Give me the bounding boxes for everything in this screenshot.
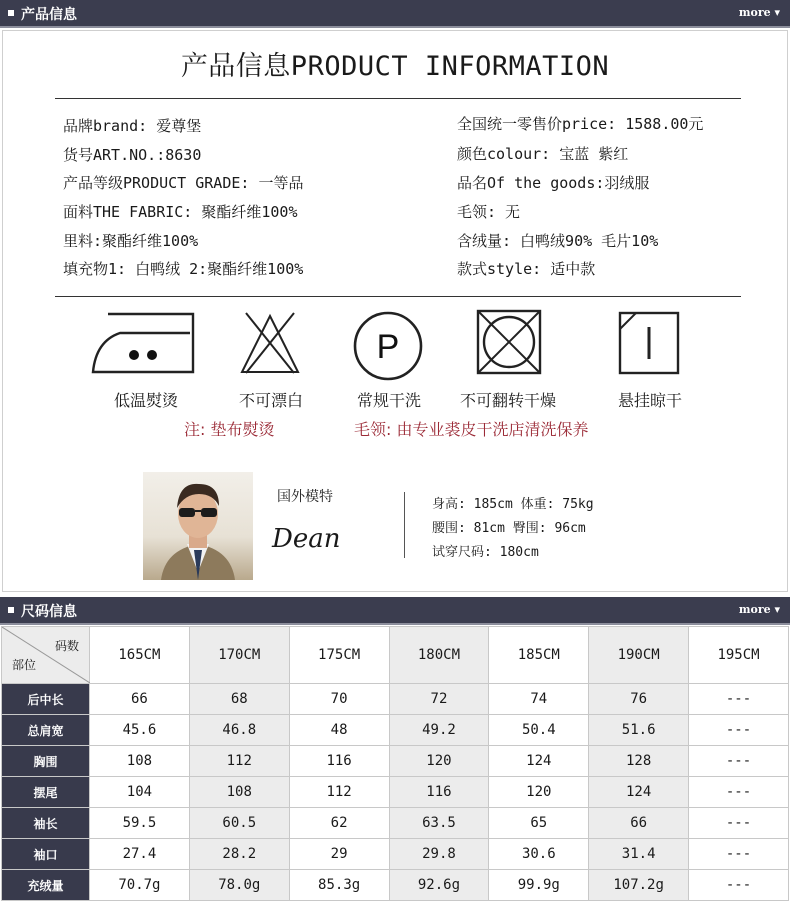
table-cell: ---: [689, 808, 789, 839]
header-title: 产品信息: [8, 4, 77, 24]
table-cell: ---: [689, 777, 789, 808]
table-row: [2, 839, 789, 870]
model-waist-hip: 腰围: 81cm 臀围: 96cm: [432, 521, 586, 536]
hang-dry-icon: [618, 311, 680, 375]
spec-filling: 填充物1: 白鸭绒 2:聚酯纤维100%: [63, 260, 304, 278]
table-cell: 66: [589, 808, 689, 839]
row-label: 总肩宽: [2, 715, 90, 746]
table-cell: 59.5: [90, 808, 190, 839]
table-cell: 104: [90, 777, 190, 808]
table-cell: 107.2g: [589, 870, 689, 901]
size-col-header: 195CM: [689, 627, 789, 684]
table-cell: 50.4: [489, 715, 589, 746]
size-header-title: 尺码信息: [8, 601, 77, 621]
table-cell: 45.6: [90, 715, 190, 746]
table-row: [2, 715, 789, 746]
divider-middle: [55, 296, 741, 297]
table-row: [2, 684, 789, 715]
spec-fabric: 面料THE FABRIC: 聚酯纤维100%: [63, 203, 298, 221]
table-cell: 30.6: [489, 839, 589, 870]
table-cell: 70.7g: [90, 870, 190, 901]
table-cell: 70: [289, 684, 389, 715]
table-cell: 128: [589, 746, 689, 777]
table-row: [2, 870, 789, 901]
svg-text:P: P: [376, 328, 400, 366]
note-fur-collar: 毛领: 由专业裘皮干洗店清洗保养: [354, 420, 589, 439]
model-divider: [404, 492, 405, 558]
table-cell: 92.6g: [389, 870, 489, 901]
table-cell: 74: [489, 684, 589, 715]
row-label: 充绒量: [2, 870, 90, 901]
care-label-hang-dry: 悬挂晾干: [617, 391, 682, 410]
size-header-row: [2, 627, 789, 684]
note-ironing: 注: 垫布熨烫: [184, 420, 275, 439]
table-cell: 116: [389, 777, 489, 808]
table-cell: 112: [289, 777, 389, 808]
spec-colour: 颜色colour: 宝蓝 紫红: [457, 145, 629, 163]
model-label: 国外模特: [277, 489, 333, 505]
table-cell: 99.9g: [489, 870, 589, 901]
table-cell: 60.5: [189, 808, 289, 839]
table-cell: ---: [689, 870, 789, 901]
iron-low-icon: [90, 311, 202, 375]
spec-goods-name: 品名Of the goods:羽绒服: [457, 174, 650, 192]
table-cell: 68: [189, 684, 289, 715]
care-label-iron: 低温熨烫: [113, 391, 178, 410]
spec-grade: 产品等级PRODUCT GRADE: 一等品: [63, 174, 304, 192]
spec-price: 全国统一零售价price: 1588.00元: [457, 115, 704, 133]
table-corner: [2, 627, 90, 684]
model-height-weight: 身高: 185cm 体重: 75kg: [432, 497, 594, 512]
size-info-header-bar: [0, 597, 790, 625]
table-cell: ---: [689, 715, 789, 746]
size-col-header: 175CM: [289, 627, 389, 684]
table-cell: 72: [389, 684, 489, 715]
model-try-size: 试穿尺码: 180cm: [432, 545, 539, 560]
table-cell: 27.4: [90, 839, 190, 870]
table-cell: 28.2: [189, 839, 289, 870]
table-cell: 31.4: [589, 839, 689, 870]
model-signature: Dean: [272, 524, 341, 554]
table-cell: 46.8: [189, 715, 289, 746]
size-col-header: 190CM: [589, 627, 689, 684]
spec-fur-collar: 毛领: 无: [457, 203, 521, 221]
table-cell: 120: [489, 777, 589, 808]
table-cell: 116: [289, 746, 389, 777]
table-row: [2, 777, 789, 808]
spec-brand: 品牌brand: 爱尊堡: [63, 117, 202, 135]
spec-down-content: 含绒量: 白鸭绒90% 毛片10%: [457, 232, 659, 250]
table-cell: 49.2: [389, 715, 489, 746]
table-cell: 124: [489, 746, 589, 777]
size-col-header: 170CM: [189, 627, 289, 684]
spec-lining: 里料:聚酯纤维100%: [63, 232, 199, 250]
table-row: [2, 746, 789, 777]
size-table: [1, 626, 789, 901]
table-cell: 112: [189, 746, 289, 777]
size-col-header: 180CM: [389, 627, 489, 684]
table-cell: 65: [489, 808, 589, 839]
table-cell: 108: [90, 746, 190, 777]
size-more-link[interactable]: more ▾: [738, 603, 780, 616]
table-cell: 85.3g: [289, 870, 389, 901]
table-cell: 29.8: [389, 839, 489, 870]
divider-top: [55, 98, 741, 99]
table-cell: 62: [289, 808, 389, 839]
more-link[interactable]: more ▾: [738, 6, 780, 19]
spec-art-no: 货号ART.NO.:8630: [63, 146, 202, 164]
page-title: 产品信息PRODUCT INFORMATION: [180, 51, 610, 82]
row-label: 后中长: [2, 684, 90, 715]
table-cell: 66: [90, 684, 190, 715]
table-cell: 51.6: [589, 715, 689, 746]
row-label: 袖长: [2, 808, 90, 839]
corner-size-label: 码数: [54, 639, 79, 653]
table-cell: 29: [289, 839, 389, 870]
table-cell: 78.0g: [189, 870, 289, 901]
table-cell: ---: [689, 684, 789, 715]
table-cell: 124: [589, 777, 689, 808]
no-tumble-dry-icon: [476, 309, 542, 375]
dry-clean-p-icon: [352, 310, 424, 382]
row-label: 摆尾: [2, 777, 90, 808]
table-cell: 76: [589, 684, 689, 715]
table-cell: 120: [389, 746, 489, 777]
size-col-header: 165CM: [90, 627, 190, 684]
product-info-header-bar: [0, 0, 790, 28]
model-photo: [143, 472, 253, 580]
table-cell: 48: [289, 715, 389, 746]
table-cell: ---: [689, 839, 789, 870]
no-bleach-icon: [238, 311, 302, 375]
size-col-header: 185CM: [489, 627, 589, 684]
row-label: 胸围: [2, 746, 90, 777]
table-cell: ---: [689, 746, 789, 777]
care-label-no-tumble: 不可翻转干燥: [459, 391, 556, 410]
table-row: [2, 808, 789, 839]
table-cell: 108: [189, 777, 289, 808]
table-cell: 63.5: [389, 808, 489, 839]
care-label-no-bleach: 不可漂白: [238, 391, 303, 410]
care-label-dry-clean: 常规干洗: [356, 391, 421, 410]
spec-style: 款式style: 适中款: [457, 260, 596, 278]
row-label: 袖口: [2, 839, 90, 870]
corner-part-label: 部位: [12, 658, 37, 672]
